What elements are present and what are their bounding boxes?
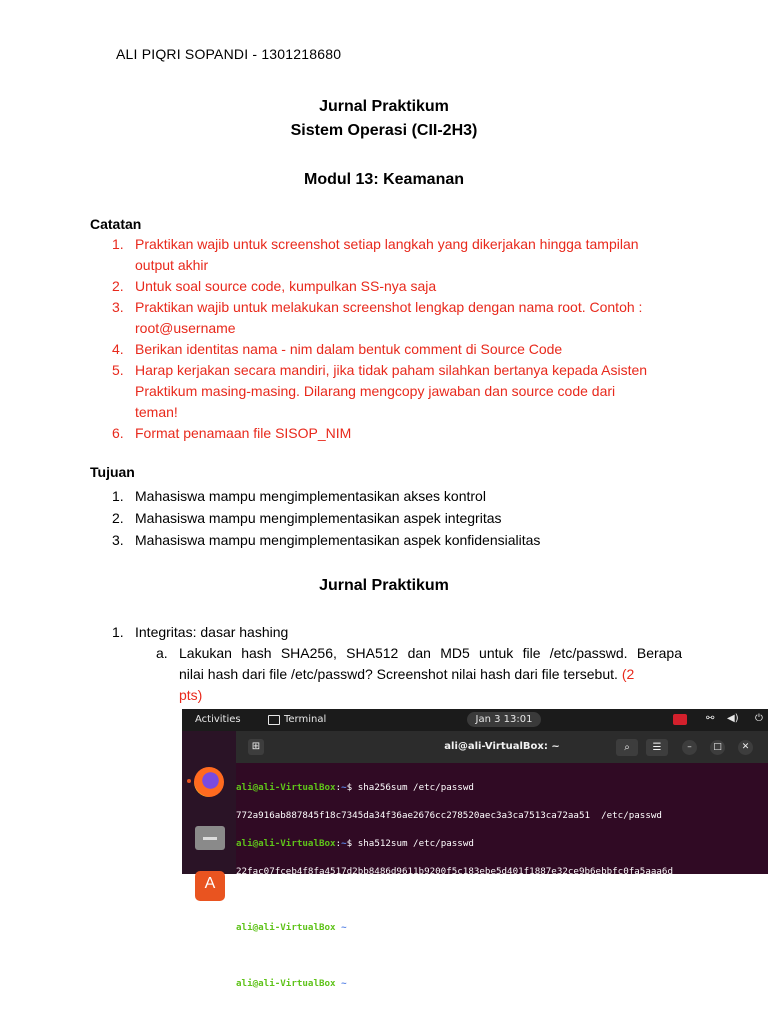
item-number: 1.: [112, 488, 124, 504]
question-1a: [156, 643, 682, 706]
maximize-icon[interactable]: □: [710, 740, 725, 755]
prompt-path: ~: [341, 838, 347, 849]
command: $ md5sum /etc/passwd: [346, 922, 458, 933]
search-icon[interactable]: ⌕: [616, 739, 638, 756]
item-number: 1.: [112, 236, 124, 252]
menu-icon[interactable]: ☰: [646, 739, 668, 756]
terminal-line: ali@ali-VirtualBox:~$ sha256sum /etc/passwd: [236, 782, 474, 793]
points-label: pts): [179, 687, 203, 703]
item-text: Format penamaan file SISOP_NIM: [135, 425, 352, 441]
item-text: Mahasiswa mampu mengimplementasikan akses kontrol: [135, 488, 486, 504]
prompt-user: ali@ali-VirtualBox: [236, 978, 336, 989]
running-indicator: [187, 779, 191, 783]
ubuntu-topbar: [182, 709, 768, 731]
prompt-path: ~: [341, 922, 347, 933]
new-tab-icon[interactable]: ⊞: [248, 739, 264, 755]
item-number: 4.: [112, 341, 124, 357]
item-number: 3.: [112, 532, 124, 548]
files-icon[interactable]: [195, 826, 225, 850]
tujuan-item: [112, 507, 682, 529]
terminal-output[interactable]: [236, 767, 768, 1019]
item-number: 2.: [112, 510, 124, 526]
catatan-list: [112, 234, 682, 444]
close-icon[interactable]: ✕: [738, 740, 753, 755]
item-text: Mahasiswa mampu mengimplementasikan aspek integritas: [135, 510, 502, 526]
course-title: Sistem Operasi (CII-2H3): [290, 122, 478, 139]
item-text: root@username: [135, 320, 236, 336]
item-text: Harap kerjakan secara mandiri, jika tidak paham silahkan bertanya kepada Asisten: [135, 362, 648, 378]
jurnal-heading: Jurnal Praktikum: [319, 577, 449, 594]
module-title: Modul 13: Keamanan: [303, 171, 465, 188]
terminal-app-label[interactable]: Terminal: [284, 714, 327, 725]
item-text: teman!: [135, 404, 178, 420]
terminal-line: ali@ali-VirtualBox:~$ md5sum /etc/passwd: [236, 922, 458, 933]
terminal-line: 772a916ab887845f18c7345da34f36ae2676cc278520aec3a3ca7513ca72aa51 /etc/passwd: [236, 810, 662, 821]
terminal-screenshot: [182, 709, 768, 989]
prompt-user: ali@ali-VirtualBox: [236, 922, 336, 933]
prompt-path: ~: [341, 978, 347, 989]
catatan-heading: Catatan: [90, 216, 142, 232]
catatan-item: [112, 234, 682, 276]
item-text-line2: [156, 664, 682, 685]
network-icon[interactable]: ⚯: [706, 713, 715, 724]
dock: [182, 731, 236, 892]
doc-title: Jurnal Praktikum: [319, 98, 449, 115]
item-number: 5.: [112, 362, 124, 378]
catatan-item: [112, 423, 682, 444]
item-number: 6.: [112, 425, 124, 441]
item-text: output akhir: [135, 257, 209, 273]
prompt-path: ~: [341, 782, 347, 793]
app-store-icon[interactable]: A: [195, 871, 225, 901]
item-text: Praktikum masing-masing. Dilarang mengcopy jawaban dan source code dari: [135, 383, 616, 399]
item-number: 1.: [112, 624, 124, 640]
item-number: 3.: [112, 299, 124, 315]
item-text: Lakukan hash SHA256, SHA512 dan MD5 untuk file /etc/passwd. Berapa: [179, 645, 682, 661]
power-icon[interactable]: ⏻: [755, 713, 763, 724]
window-title: ali@ali-VirtualBox: ~: [444, 741, 560, 752]
terminal-line: 22fac07fceb4f8fa4517d2bb8486d9611b9200f5c183ebe5d401f1887e32ce9b6ebbfc0fa5aaa6d: [236, 866, 673, 877]
item-letter: a.: [156, 645, 168, 661]
terminal-line: 56708f54ef23cb7c41e768104213ec03d1f86993539b3816b /etc/passwd: [236, 894, 579, 905]
firefox-icon[interactable]: [194, 767, 224, 797]
tujuan-heading: Tujuan: [90, 464, 135, 480]
catatan-item: [112, 339, 682, 360]
catatan-item: [112, 360, 682, 423]
command: $: [346, 978, 353, 989]
item-number: 2.: [112, 278, 124, 294]
item-text: Integritas: dasar hashing: [135, 624, 289, 640]
item-text: Praktikan wajib untuk melakukan screenshot lengkap dengan nama root. Contoh :: [135, 299, 643, 315]
item-text: Praktikan wajib untuk screenshot setiap langkah yang dikerjakan hingga tampilan: [135, 236, 639, 252]
item-text: Berikan identitas nama - nim dalam bentuk comment di Source Code: [135, 341, 563, 357]
item-text: Untuk soal source code, kumpulkan SS-nya saja: [135, 278, 437, 294]
terminal-app-icon: [268, 715, 280, 725]
item-text: Mahasiswa mampu mengimplementasikan aspek konfidensialitas: [135, 532, 541, 548]
tujuan-item: [112, 485, 682, 507]
terminal-line: ali@ali-VirtualBox:~$: [236, 978, 353, 989]
question-1: [112, 622, 682, 643]
catatan-item: [112, 297, 682, 339]
terminal-titlebar: [236, 731, 768, 763]
volume-icon[interactable]: ◀): [727, 713, 739, 724]
prompt-user: ali@ali-VirtualBox: [236, 782, 336, 793]
activities-button[interactable]: Activities: [195, 714, 241, 725]
question-item: [112, 622, 682, 643]
item-text: nilai hash dari file /etc/passwd? Screenshot nilai hash dari file tersebut.: [179, 666, 618, 682]
author-header: ALI PIQRI SOPANDI - 1301218680: [116, 46, 342, 62]
tujuan-list: [112, 485, 682, 551]
minimize-icon[interactable]: –: [682, 740, 697, 755]
terminal-line: ali@ali-VirtualBox:~$ sha512sum /etc/passwd: [236, 838, 474, 849]
points-label: (2: [621, 666, 635, 682]
clock[interactable]: Jan 3 13:01: [467, 712, 541, 727]
prompt-user: ali@ali-VirtualBox: [236, 838, 336, 849]
recording-icon[interactable]: [673, 714, 687, 725]
catatan-item: [112, 276, 682, 297]
command: $ sha256sum /etc/passwd: [346, 782, 474, 793]
command: $ sha512sum /etc/passwd: [346, 838, 474, 849]
terminal-line: e1078bf566085fe3a90addd5ed681661 /etc/passwd: [236, 950, 485, 961]
tujuan-item: [112, 529, 682, 551]
